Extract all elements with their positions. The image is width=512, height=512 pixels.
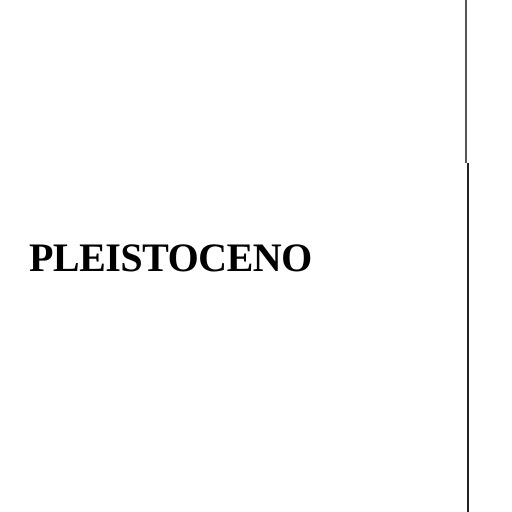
vertical-divider-bottom — [467, 163, 469, 512]
epoch-label: PLEISTOCENO — [29, 235, 312, 280]
vertical-divider-top — [465, 0, 467, 163]
